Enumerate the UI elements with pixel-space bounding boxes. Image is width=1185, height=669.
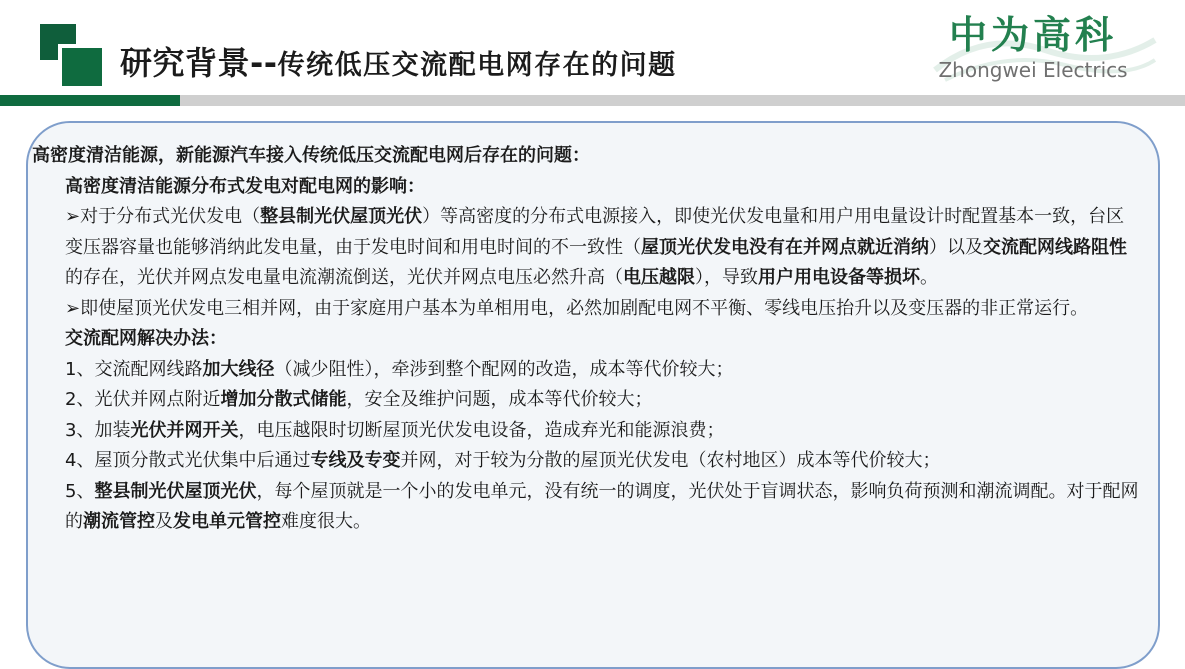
content-body bbox=[32, 141, 1142, 538]
list-item-1 bbox=[32, 355, 1142, 386]
p1-text-5: ），导致 bbox=[695, 267, 758, 288]
logo-square-front bbox=[58, 44, 102, 86]
item5-bold-2: 潮流管控 bbox=[83, 511, 155, 532]
p1-bold-3: 交流配网线路阻性 bbox=[983, 236, 1127, 258]
p1-text-1: ➢对于分布式光伏发电（ bbox=[65, 206, 261, 227]
paragraph-1 bbox=[32, 202, 1142, 294]
section1-heading: 高密度清洁能源分布式发电对配电网的影响： bbox=[65, 175, 425, 197]
item5-bold-1: 整县制光伏屋顶光伏 bbox=[94, 480, 257, 502]
item5-text-4: 难度很大。 bbox=[281, 511, 371, 532]
p1-text-2: ）等高密度的分布式电源接入，即使光伏发电量和用户用电量设计时配置基本一致，台区变压器容量也能够消纳此发电量，由于发电时间和用电时间的不一致性（ bbox=[65, 206, 1125, 258]
page-title-sub: 传统低压交流配电网存在的问题 bbox=[277, 50, 677, 81]
item2-text-1: 2、光伏并网点附近 bbox=[65, 389, 221, 410]
list-item-2 bbox=[32, 385, 1142, 416]
logo-squares bbox=[40, 24, 100, 84]
page-title bbox=[120, 38, 677, 84]
item5-bold-3: 发电单元管控 bbox=[173, 511, 281, 532]
brand-name-cn: 中为高科 bbox=[948, 13, 1117, 57]
item4-text-1: 4、屋顶分散式光伏集中后通过 bbox=[65, 450, 311, 471]
item5-text-1: 5、 bbox=[65, 480, 95, 502]
item5-text-3: 及 bbox=[155, 511, 173, 532]
item3-bold-1: 光伏并网开关 bbox=[130, 419, 239, 441]
paragraph-2: ➢即使屋顶光伏发电三相并网，由于家庭用户基本为单相用电，必然加剧配电网不平衡、零线电压抬升以及变压器的非正常运行。 bbox=[65, 297, 1089, 319]
list-item-3 bbox=[32, 416, 1142, 447]
p1-bold-4: 电压越限 bbox=[623, 267, 695, 288]
brand-logo bbox=[903, 12, 1163, 82]
item1-text-2: （减少阻性），牵涉到整个配网的改造，成本等代价较大； bbox=[274, 358, 734, 380]
item2-bold-1: 增加分散式储能 bbox=[220, 389, 347, 410]
p1-bold-5: 用户用电设备等损坏 bbox=[758, 267, 920, 288]
list-item-4 bbox=[32, 446, 1142, 477]
brand-name-en: Zhongwei Electrics bbox=[938, 58, 1128, 82]
p1-text-3: ）以及 bbox=[929, 236, 983, 258]
intro-heading: 高密度清洁能源，新能源汽车接入传统低压交流配电网后存在的问题： bbox=[32, 145, 590, 166]
item1-bold-1: 加大线径 bbox=[202, 358, 275, 380]
item5-text-2: ，每个屋顶就是一个小的发电单元，没有统一的调度，光伏处于盲调状态，影响负荷预测和潮流调配。对于配网的 bbox=[65, 480, 1139, 532]
p1-bold-1: 整县制光伏屋顶光伏 bbox=[260, 206, 423, 227]
item3-text-2: ，电压越限时切断屋顶光伏发电设备，造成弃光和能源浪费； bbox=[238, 419, 725, 441]
p1-bold-2: 屋顶光伏发电没有在并网点就近消纳 bbox=[641, 236, 929, 258]
section2-heading: 交流配网解决办法： bbox=[65, 328, 227, 349]
item1-text-1: 1、交流配网线路 bbox=[65, 358, 203, 380]
page-title-main: 研究背景-- bbox=[120, 44, 278, 82]
list-item-5 bbox=[32, 477, 1142, 538]
p1-text-4: 的存在，光伏并网点发电量电流潮流倒送，光伏并网点电压必然升高（ bbox=[65, 267, 623, 288]
item4-bold-1: 专线及专变 bbox=[310, 450, 401, 471]
header-divider-accent bbox=[0, 95, 180, 106]
item3-text-1: 3、加装 bbox=[65, 419, 131, 441]
p1-text-6: 。 bbox=[920, 267, 938, 288]
item4-text-2: 并网，对于较为分散的屋顶光伏发电（农村地区）成本等代价较大； bbox=[400, 450, 941, 471]
item2-text-2: ，安全及维护问题，成本等代价较大； bbox=[346, 389, 653, 410]
